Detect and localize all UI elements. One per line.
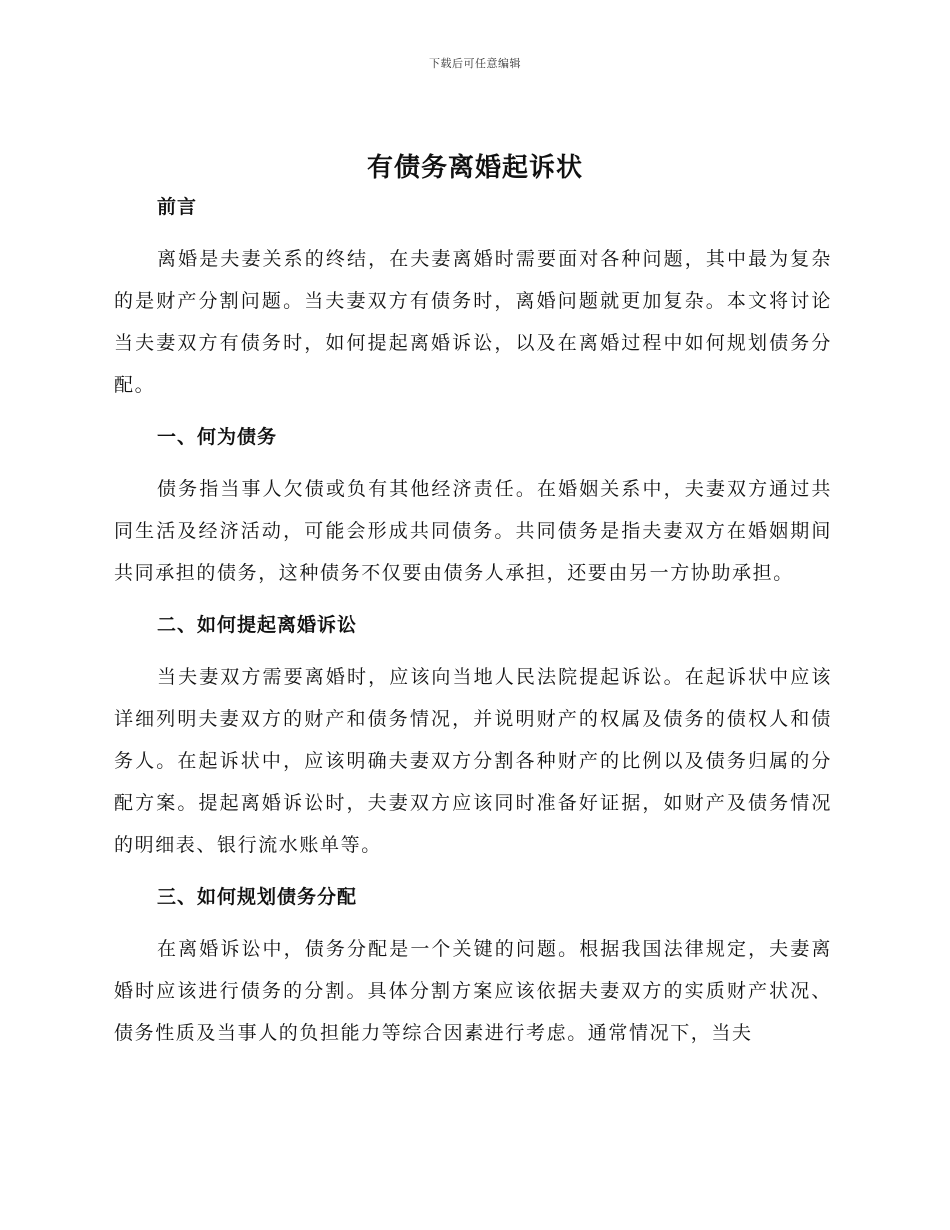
section-heading-how-to-file: 二、如何提起离婚诉讼	[157, 614, 358, 636]
section-paragraph-how-to-file: 当夫妻双方需要离婚时，应该向当地人民法院提起诉讼。在起诉状中应该详细列明夫妻双方的财产和债务情况，并说明财产的权属及债务的债权人和债务人。在起诉状中，应该明确夫妻双方分割各种财产的比例以及债务归属的分配方案。提起离婚诉讼时，夫妻双方应该同时准备好证据，如财产及债务情况的明细表、银行流水账单等。	[114, 666, 832, 856]
document-body	[114, 190, 832, 1054]
section-heading-debt-allocation: 三、如何规划债务分配	[157, 886, 358, 908]
section-paragraph-what-is-debt: 债务指当事人欠债或负有其他经济责任。在婚姻关系中，夫妻双方通过共同生活及经济活动，可能会形成共同债务。共同债务是指夫妻双方在婚姻期间共同承担的债务，这种债务不仅要由债务人承担，还要由另一方协助承担。	[114, 478, 832, 584]
section-paragraph-debt-allocation: 在离婚诉讼中，债务分配是一个关键的问题。根据我国法律规定，夫妻离婚时应该进行债务的分割。具体分割方案应该依据夫妻双方的实质财产状况、债务性质及当事人的负担能力等综合因素进行考虑。通常情况下，当夫	[114, 938, 832, 1044]
section-heading-what-is-debt: 一、何为债务	[157, 426, 278, 448]
section-heading-preface: 前言	[157, 196, 198, 218]
header-note: 下载后可任意编辑	[429, 57, 521, 70]
document-title: 有债务离婚起诉状	[366, 153, 583, 183]
section-paragraph-preface: 离婚是夫妻关系的终结，在夫妻离婚时需要面对各种问题，其中最为复杂的是财产分割问题。当夫妻双方有债务时，离婚问题就更加复杂。本文将讨论当夫妻双方有债务时，如何提起离婚诉讼，以及在离婚过程中如何规划债务分配。	[114, 248, 832, 396]
